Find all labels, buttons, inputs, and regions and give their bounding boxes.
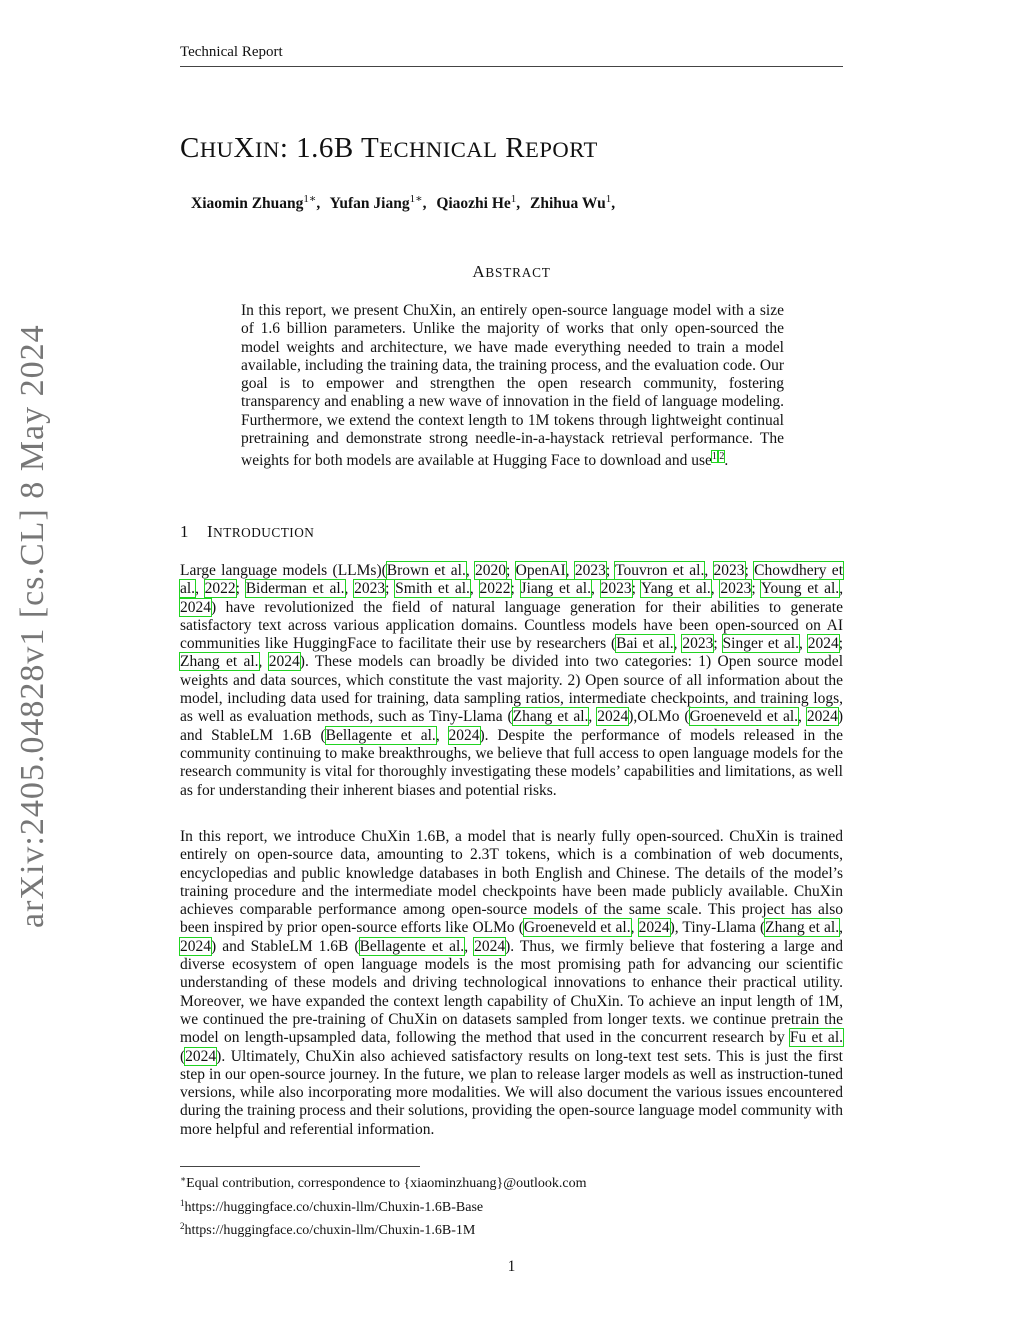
citation-link[interactable]: OpenAI <box>515 562 566 579</box>
section-heading: 1 INTRODUCTION <box>180 522 315 541</box>
citation-link[interactable]: Singer et al. <box>722 635 799 653</box>
citation-link[interactable]: 2020 <box>475 562 507 579</box>
citation-link[interactable]: 2024 <box>807 635 839 653</box>
citation-link[interactable]: 2022 <box>479 580 511 598</box>
citation-link[interactable]: Bai et al. <box>616 635 674 653</box>
page-number: 1 <box>507 1258 516 1275</box>
citation-link[interactable]: 2024 <box>185 1047 217 1065</box>
paper-title: CHUXIN: 1.6B TECHNICAL REPORT <box>180 132 598 164</box>
citation-link[interactable]: 2024 <box>268 653 300 671</box>
citation-link[interactable]: Jiang et al. <box>520 580 591 598</box>
citation-link[interactable]: 2024 <box>474 937 506 955</box>
intro-paragraph-2: In this report, we introduce ChuXin 1.6B, a model that is nearly fully open-sourced. ChuXin is trained entirely on open-source data, amounting to 2.3T tokens, which is a combination of web documents, encyclopedias and public knowledge databases in both English and Chinese. The details of the model’s training procedure and the intermediate model checkpoints have been made publicly available. ChuXin achieves comparable performance among open-source models of the same scale. This project has also been inspired by prior open-source efforts like OLMo (Groeneveld et al., 2024), Tiny-Llama (Zhang et al., 2024) and StableLM 1.6B (Bellagente et al., 2024). Thus, we firmly believe that fostering a large and diverse ecosystem of open language models is the most promising path for advancing our scientific understanding of these models and driving technological innovations to enhance their practical utility. Moreover, we have expanded the context length capability of ChuXin. To achieve an input length of 1M, we continued the pre-training of ChuXin on datasets sampled from longer texts. we continue pretrain the model on length-upsampled data, following the method that used in the concurrent research by Fu et al. (2024). Ultimately, ChuXin also achieved satisfactory results on long-text test sets. This is just the first step in our open-source journey. In the future, we plan to release larger models as well as instruction-tuned versions, while also incorporating more modalities. We will also document the various issues encountered during the training process and their solutions, providing the open-source language model community with more helpful and referential information. <box>180 828 843 1138</box>
citation-link[interactable]: 2024 <box>638 919 670 937</box>
citation-link[interactable]: 2024 <box>180 937 211 955</box>
citation-link[interactable]: 2022 <box>204 580 236 598</box>
footnote-url[interactable]: https://huggingface.co/chuxin-llm/Chuxin-1.6B-Base <box>184 1199 484 1215</box>
footnotes <box>180 1170 843 1241</box>
footnote-rule <box>180 1166 420 1167</box>
footnote: $^1$https://huggingface.co/chuxin-llm/Chuxin-1.6B-Base <box>180 1197 484 1215</box>
citation-link[interactable]: 2023 <box>713 562 745 579</box>
author: Zhihua Wu$^1$, <box>530 193 616 212</box>
running-header: Technical Report <box>180 44 283 60</box>
citation-link[interactable]: 2023 <box>600 580 632 598</box>
citation-link[interactable]: 2024 <box>448 726 480 744</box>
citation-link[interactable]: Zhang et al. <box>512 708 589 726</box>
header-rule <box>180 66 843 67</box>
author: Xiaomin Zhuang$^{1∗}$, <box>191 193 321 212</box>
citation-link[interactable]: 2023 <box>682 635 714 653</box>
footnote-link[interactable]: 2 <box>719 451 725 463</box>
citation-link[interactable]: 2023 <box>354 580 386 598</box>
citation-link[interactable]: Bellagente et al. <box>359 937 465 955</box>
citation-link[interactable]: Groeneveld et al. <box>523 919 631 937</box>
citation-link[interactable]: Bellagente et al. <box>325 726 436 744</box>
abstract-text: In this report, we present ChuXin, an entirely open-source language model with a size of 1.6 billion parameters. Unlike the majority of works that only open-sourced the model weights and architecture, we have made everything needed to train a model available, including the training data, the training process, and the evaluation code. Our goal is to empower and strengthen the open research community, fostering transparency and enabling a new wave of innovation in the field of language modeling. Furthermore, we extend the context length to 1M tokens through lightweight continual pretraining and demonstrate strong needle-in-a-haystack retrieval performance. The weights for both models are available at Hugging Face to download and use$^1$ $^2$. <box>241 302 784 470</box>
citation-link[interactable]: Biderman et al. <box>245 580 345 598</box>
arxiv-side-stamp: arXiv:2405.04828v1 [cs.CL] 8 May 2024 <box>14 324 51 928</box>
footnote-link[interactable]: 1 <box>711 451 717 463</box>
citation-link[interactable]: Smith et al. <box>395 580 470 598</box>
citation-link[interactable]: Chowdhery et al. <box>180 562 843 598</box>
citation-link[interactable]: 2023 <box>720 580 752 598</box>
intro-paragraph-1: Large language models (LLMs)(Brown et al., 2020; OpenAI, 2023; Touvron et al., 2023; Chowdhery et al., 2022; Biderman et al., 2023; Smith et al., 2022; Jiang et al., 2023; Yang et al., 2023; Young et al., 2024) have revolutionized the field of natural language generation for their abilities to generate satisfactory text across various application domains. Countless models have been open-sourced on AI communities like HuggingFace to facilitate their use by researchers (Bai et al., 2023; Singer et al., 2024; Zhang et al., 2024). These models can broadly be divided into two categories: 1) Open source model weights and data sources, which constitute the vast majority. 2) Open source of all information about the model, including data used for training, data sampling ratios, intermediate checkpoints, and training logs, as well as evaluation methods, such as Tiny-Llama (Zhang et al., 2024),OLMo (Groeneveld et al., 2024) and StableLM 1.6B (Bellagente et al., 2024). Despite the performance of models released in the community continuing to make breakthroughs, we believe that full access to open language models for the research community is vital for thoroughly investigating these models’ capabilities and limitations, as well as for understanding their inherent biases and potential risks. <box>180 562 844 799</box>
citation-link[interactable]: 2024 <box>806 708 838 726</box>
footnote-url[interactable]: https://huggingface.co/chuxin-llm/Chuxin-1.6B-1M <box>184 1223 476 1238</box>
author: Yufan Jiang$^{1∗}$, <box>329 193 427 212</box>
citation-link[interactable]: Yang et al. <box>641 580 711 598</box>
citation-link[interactable]: Groeneveld et al. <box>689 708 799 726</box>
citation-link[interactable]: Fu et al. <box>789 1029 843 1047</box>
citation-link[interactable]: Zhang et al. <box>180 653 259 671</box>
footnote: $^2$https://huggingface.co/chuxin-llm/Chuxin-1.6B-1M <box>180 1221 476 1238</box>
citation-link[interactable]: 2024 <box>180 598 211 616</box>
citation-link[interactable]: 2024 <box>597 708 629 726</box>
abstract-heading: ABSTRACT <box>472 262 551 281</box>
author: Qiaozhi He$^1$, <box>436 193 521 212</box>
citation-link[interactable]: Brown et al. <box>386 562 466 579</box>
footnote: ∗Equal contribution, correspondence to {xiaominzhuang}@outlook.com <box>180 1174 587 1191</box>
citation-link[interactable]: 2023 <box>574 562 606 579</box>
citation-link[interactable]: Touvron et al. <box>615 562 705 579</box>
author-list <box>191 192 831 213</box>
citation-link[interactable]: Young et al. <box>760 580 840 598</box>
citation-link[interactable]: Zhang et al. <box>765 919 840 937</box>
